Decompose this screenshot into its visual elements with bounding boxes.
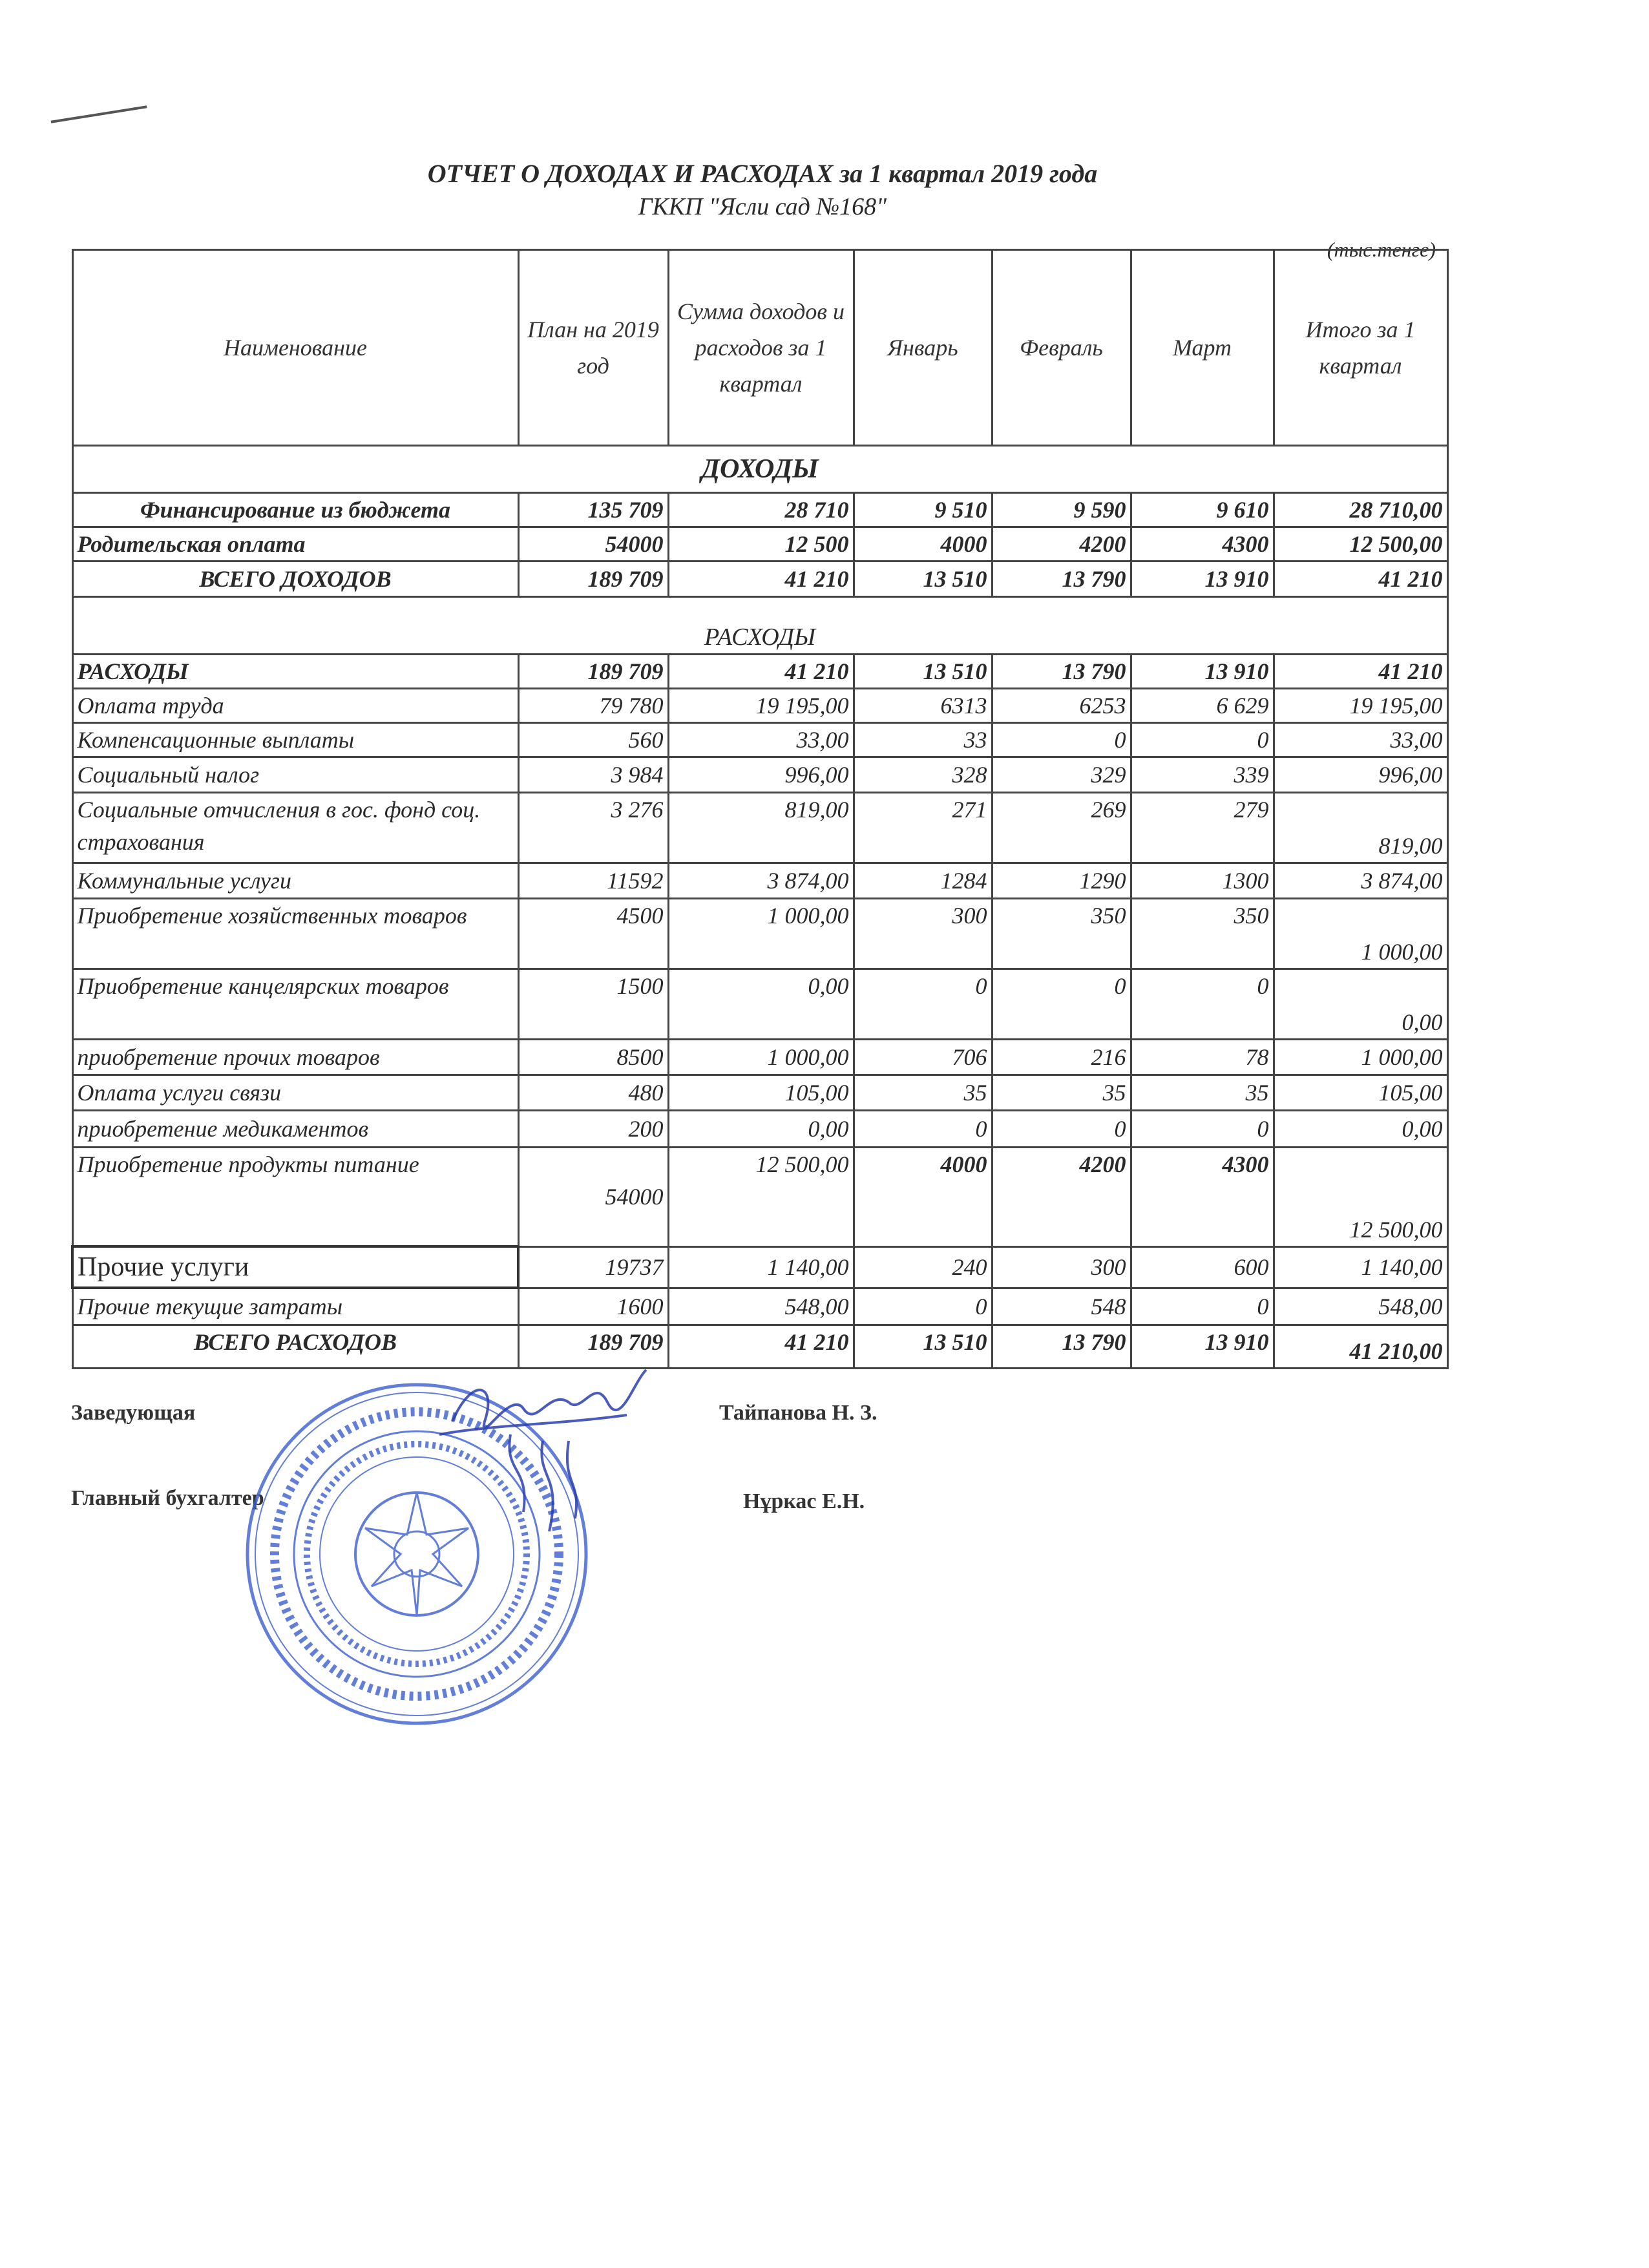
cell-quarter-sum: 41 210 — [668, 1325, 854, 1369]
units-label: (тыс.тенге) — [1327, 238, 1436, 261]
cell-quarter-total: 33,00 — [1274, 723, 1447, 757]
cell-plan: 189 709 — [518, 1325, 668, 1369]
cell-january: 0 — [854, 969, 992, 1040]
cell-quarter-sum: 41 210 — [668, 562, 854, 597]
cell-march: 339 — [1131, 757, 1274, 793]
report-title: ОТЧЕТ О ДОХОДАХ И РАСХОДАХ за 1 квартал 2019 года — [427, 159, 1098, 188]
cell-january: 0 — [854, 1288, 992, 1325]
cell-january: 35 — [854, 1075, 992, 1111]
cell-february: 216 — [992, 1040, 1131, 1075]
cell-march: 4300 — [1131, 527, 1274, 562]
cell-quarter-total: 548,00 — [1274, 1288, 1447, 1325]
cell-march: 13 910 — [1131, 1325, 1274, 1369]
cell-march: 13 910 — [1131, 562, 1274, 597]
cell-quarter-sum: 41 210 — [668, 655, 854, 689]
organization-name: ГККП "Ясли сад №168" — [638, 193, 887, 220]
cell-february: 13 790 — [992, 655, 1131, 689]
cell-quarter-total: 12 500,00 — [1274, 527, 1447, 562]
cell-quarter-sum: 33,00 — [668, 723, 854, 757]
cell-january: 4000 — [854, 527, 992, 562]
accountant-name: Нұркас Е.Н. — [743, 1489, 865, 1513]
expense-section-title: РАСХОДЫ — [72, 597, 1447, 655]
row-name: Коммунальные услуги — [72, 863, 518, 899]
row-name: Социальные отчисления в гос. фонд соц. страхования — [72, 793, 518, 863]
cell-january: 706 — [854, 1040, 992, 1075]
table-row — [72, 527, 1447, 562]
cell-quarter-total: 1 140,00 — [1274, 1246, 1447, 1288]
col-january: Январь — [854, 250, 992, 446]
head-title: Заведующая — [71, 1401, 196, 1425]
row-name: Родительская оплата — [72, 527, 518, 562]
cell-quarter-sum: 0,00 — [668, 969, 854, 1040]
cell-january: 13 510 — [854, 562, 992, 597]
cell-plan: 480 — [518, 1075, 668, 1111]
cell-march: 600 — [1131, 1246, 1274, 1288]
cell-february: 350 — [992, 899, 1131, 969]
table-row — [72, 863, 1447, 899]
cell-january: 13 510 — [854, 655, 992, 689]
cell-plan: 189 709 — [518, 562, 668, 597]
head-name: Тайпанова Н. З. — [719, 1401, 877, 1425]
col-march: Март — [1131, 250, 1274, 446]
cell-february: 0 — [992, 723, 1131, 757]
col-february: Февраль — [992, 250, 1131, 446]
cell-january: 1284 — [854, 863, 992, 899]
cell-january: 300 — [854, 899, 992, 969]
cell-quarter-total: 819,00 — [1274, 793, 1447, 863]
cell-plan: 1500 — [518, 969, 668, 1040]
cell-quarter-sum: 12 500,00 — [668, 1148, 854, 1247]
table-row — [72, 562, 1447, 597]
cell-quarter-total: 1 000,00 — [1274, 899, 1447, 969]
report-table — [71, 249, 1449, 1369]
cell-plan: 1600 — [518, 1288, 668, 1325]
cell-plan: 11592 — [518, 863, 668, 899]
cell-march: 350 — [1131, 899, 1274, 969]
cell-january: 6313 — [854, 689, 992, 723]
cell-february: 4200 — [992, 1148, 1131, 1247]
cell-quarter-total: 41 210 — [1274, 655, 1447, 689]
row-name: ВСЕГО РАСХОДОВ — [72, 1325, 518, 1369]
col-plan: План на 2019 год — [518, 250, 668, 446]
cell-quarter-total: 105,00 — [1274, 1075, 1447, 1111]
table-row — [72, 1246, 1447, 1288]
col-quarter-total: Итого за 1 квартал — [1274, 250, 1447, 446]
cell-march: 0 — [1131, 723, 1274, 757]
table-row — [72, 1111, 1447, 1148]
cell-quarter-sum: 1 000,00 — [668, 899, 854, 969]
cell-february: 4200 — [992, 527, 1131, 562]
cell-february: 13 790 — [992, 1325, 1131, 1369]
row-name: Приобретение продукты питание — [72, 1148, 518, 1247]
cell-quarter-total: 0,00 — [1274, 1111, 1447, 1148]
cell-quarter-total: 1 000,00 — [1274, 1040, 1447, 1075]
cell-march: 279 — [1131, 793, 1274, 863]
cell-quarter-sum: 3 874,00 — [668, 863, 854, 899]
cell-plan: 79 780 — [518, 689, 668, 723]
row-name: Оплата труда — [72, 689, 518, 723]
cell-february: 300 — [992, 1246, 1131, 1288]
cell-february: 13 790 — [992, 562, 1131, 597]
row-name: приобретение прочих товаров — [72, 1040, 518, 1075]
cell-quarter-sum: 548,00 — [668, 1288, 854, 1325]
cell-february: 6253 — [992, 689, 1131, 723]
cell-march: 35 — [1131, 1075, 1274, 1111]
table-row — [72, 1325, 1447, 1369]
cell-plan: 54000 — [518, 1148, 668, 1247]
signature — [414, 1363, 698, 1544]
cell-february: 329 — [992, 757, 1131, 793]
cell-march: 0 — [1131, 1288, 1274, 1325]
row-name: Оплата услуги связи — [72, 1075, 518, 1111]
cell-march: 78 — [1131, 1040, 1274, 1075]
cell-quarter-total: 41 210 — [1274, 562, 1447, 597]
cell-plan: 200 — [518, 1111, 668, 1148]
row-name: Финансирование из бюджета — [72, 493, 518, 527]
row-name: ВСЕГО ДОХОДОВ — [72, 562, 518, 597]
cell-february: 9 590 — [992, 493, 1131, 527]
cell-quarter-sum: 19 195,00 — [668, 689, 854, 723]
table-row — [72, 493, 1447, 527]
row-name: приобретение медикаментов — [72, 1111, 518, 1148]
table-row — [72, 689, 1447, 723]
cell-march: 0 — [1131, 969, 1274, 1040]
cell-march: 0 — [1131, 1111, 1274, 1148]
table-row — [72, 1075, 1447, 1111]
row-name: Компенсационные выплаты — [72, 723, 518, 757]
cell-quarter-total: 996,00 — [1274, 757, 1447, 793]
cell-january: 9 510 — [854, 493, 992, 527]
cell-february: 35 — [992, 1075, 1131, 1111]
cell-january: 4000 — [854, 1148, 992, 1247]
cell-quarter-sum: 819,00 — [668, 793, 854, 863]
cell-plan: 3 276 — [518, 793, 668, 863]
row-name: Приобретение хозяйственных товаров — [72, 899, 518, 969]
table-row — [72, 1040, 1447, 1075]
header-row — [72, 250, 1447, 446]
row-name: РАСХОДЫ — [72, 655, 518, 689]
cell-january: 271 — [854, 793, 992, 863]
cell-quarter-sum: 105,00 — [668, 1075, 854, 1111]
cell-february: 0 — [992, 1111, 1131, 1148]
cell-march: 6 629 — [1131, 689, 1274, 723]
col-name: Наименование — [72, 250, 518, 446]
table-row — [72, 1148, 1447, 1247]
table-row — [72, 969, 1447, 1040]
cell-quarter-sum: 28 710 — [668, 493, 854, 527]
cell-plan: 560 — [518, 723, 668, 757]
cell-february: 1290 — [992, 863, 1131, 899]
table-row — [72, 899, 1447, 969]
cell-quarter-sum: 1 000,00 — [668, 1040, 854, 1075]
income-section-row — [72, 446, 1447, 493]
cell-january: 328 — [854, 757, 992, 793]
cell-january: 33 — [854, 723, 992, 757]
cell-quarter-total: 28 710,00 — [1274, 493, 1447, 527]
cell-february: 0 — [992, 969, 1131, 1040]
cell-march: 9 610 — [1131, 493, 1274, 527]
cell-march: 4300 — [1131, 1148, 1274, 1247]
cell-january: 13 510 — [854, 1325, 992, 1369]
cell-quarter-total: 3 874,00 — [1274, 863, 1447, 899]
cell-march: 1300 — [1131, 863, 1274, 899]
cell-plan: 3 984 — [518, 757, 668, 793]
table-row — [72, 1288, 1447, 1325]
cell-plan: 189 709 — [518, 655, 668, 689]
row-name: Прочие услуги — [72, 1246, 518, 1288]
row-name: Прочие текущие затраты — [72, 1288, 518, 1325]
table-row — [72, 793, 1447, 863]
cell-quarter-sum: 12 500 — [668, 527, 854, 562]
cell-march: 13 910 — [1131, 655, 1274, 689]
table-row — [72, 655, 1447, 689]
cell-plan: 4500 — [518, 899, 668, 969]
cell-quarter-sum: 1 140,00 — [668, 1246, 854, 1288]
income-section-title: ДОХОДЫ — [72, 446, 1447, 493]
cell-quarter-sum: 996,00 — [668, 757, 854, 793]
cell-plan: 135 709 — [518, 493, 668, 527]
cell-quarter-sum: 0,00 — [668, 1111, 854, 1148]
cell-plan: 8500 — [518, 1040, 668, 1075]
cell-quarter-total: 41 210,00 — [1274, 1325, 1447, 1369]
cell-february: 548 — [992, 1288, 1131, 1325]
cell-january: 0 — [854, 1111, 992, 1148]
cell-january: 240 — [854, 1246, 992, 1288]
accountant-title: Главный бухгалтер — [71, 1486, 264, 1510]
cell-plan: 54000 — [518, 527, 668, 562]
cell-quarter-total: 19 195,00 — [1274, 689, 1447, 723]
cell-plan: 19737 — [518, 1246, 668, 1288]
table-row — [72, 757, 1447, 793]
row-name: Социальный налог — [72, 757, 518, 793]
table-row — [72, 723, 1447, 757]
cell-february: 269 — [992, 793, 1131, 863]
scan-artifact — [51, 105, 147, 123]
row-name: Приобретение канцелярских товаров — [72, 969, 518, 1040]
expense-section-row — [72, 597, 1447, 655]
cell-quarter-total: 0,00 — [1274, 969, 1447, 1040]
col-quarter-sum: Сумма доходов и расходов за 1 квартал — [668, 250, 854, 446]
cell-quarter-total: 12 500,00 — [1274, 1148, 1447, 1247]
